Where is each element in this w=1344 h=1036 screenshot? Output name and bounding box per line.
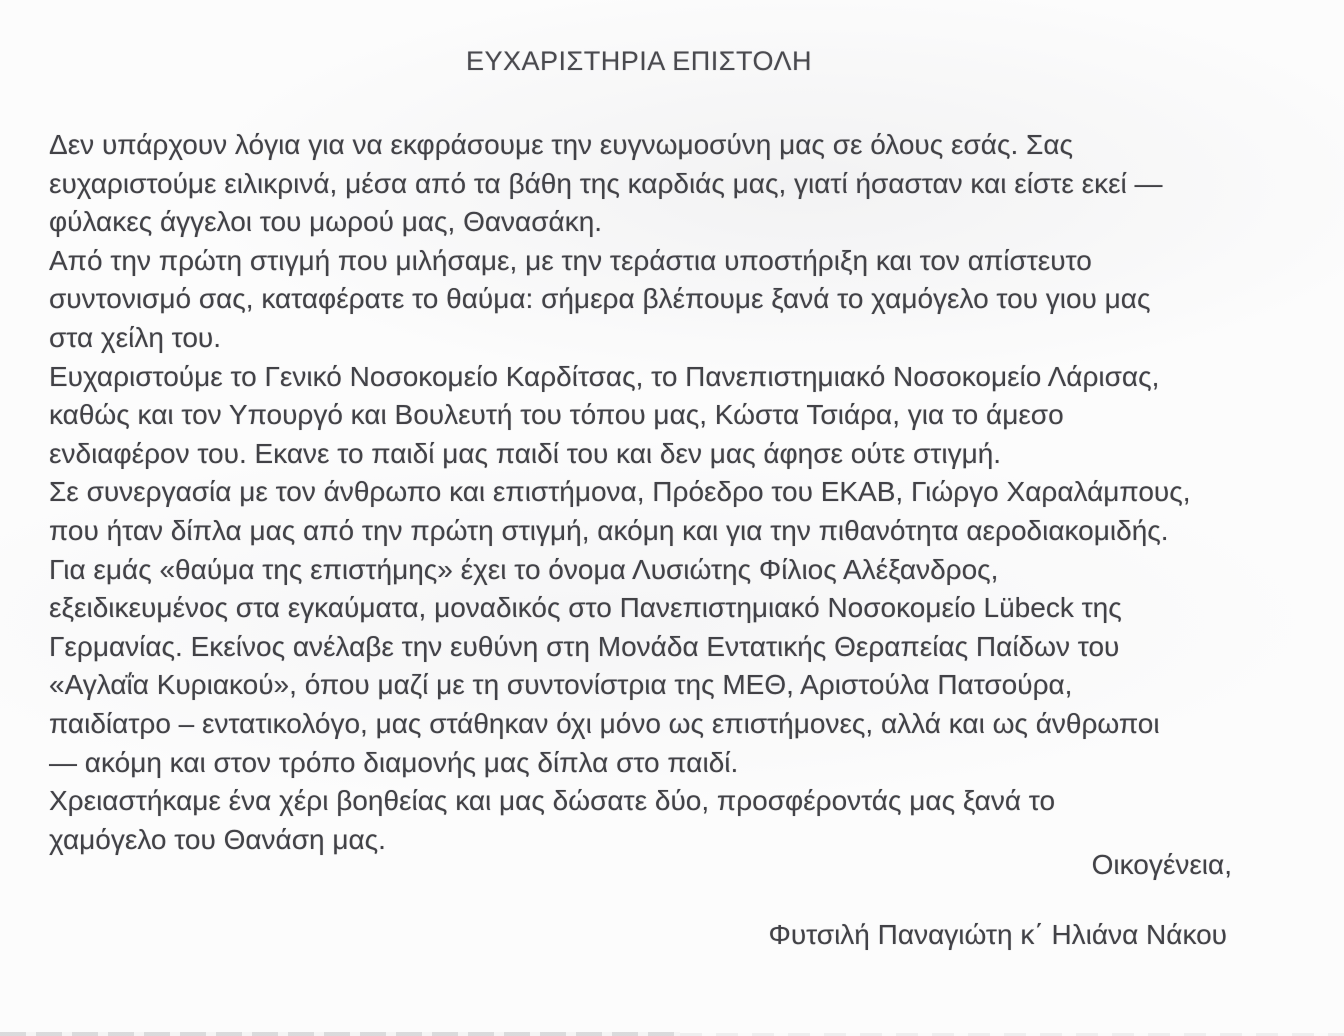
letter-line: στα χείλη του. [49, 321, 221, 353]
letter-line: ευχαριστούμε ειλικρινά, μέσα από τα βάθη της καρδιάς μας, γιατί ήσασταν και είστε εκεί — [49, 167, 1163, 199]
letter-line: Από την πρώτη στιγμή που μιλήσαμε, με την τεράστια υποστήριξη και τον απίστευτο [49, 244, 1092, 276]
letter-line: φύλακες άγγελοι του μωρού μας, Θανασάκη. [49, 206, 603, 238]
letter-line: Χρειαστήκαμε ένα χέρι βοηθείας και μας δώσατε δύο, προσφέροντάς μας ξανά το [49, 785, 1056, 817]
letter-title: ΕΥΧΑΡΙΣΤΗΡΙΑ ΕΠΙΣΤΟΛΗ [465, 46, 812, 76]
page-bottom-edge-artifact [0, 1032, 680, 1036]
letter-line: χαμόγελο του Θανάση μας. [49, 823, 386, 855]
letter-line: εξειδικευμένος στα εγκαύματα, μοναδικός στο Πανεπιστημιακό Νοσοκομείο Lübeck της [49, 592, 1122, 624]
letter-line: Ευχαριστούμε το Γενικό Νοσοκομείο Καρδίτσας, το Πανεπιστημιακό Νοσοκομείο Λάρισας, [49, 360, 1160, 392]
letter-line: Για εμάς «θαύμα της επιστήμης» έχει το όνομα Λυσιώτης Φίλιος Αλέξανδρος, [49, 553, 999, 585]
letter-line: Δεν υπάρχουν λόγια για να εκφράσουμε την ευγνωμοσύνη μας σε όλους εσάς. Σας [49, 129, 1074, 160]
letter-line: Σε συνεργασία με τον άνθρωπο και επιστήμονα, Πρόεδρο του ΕΚΑΒ, Γιώργο Χαραλάμπους, [49, 476, 1191, 508]
letter-line: καθώς και τον Υπουργό και Βουλευτή του τόπου μας, Κώστα Τσιάρα, για το άμεσο [49, 399, 1064, 431]
letter-line: που ήταν δίπλα μας από την πρώτη στιγμή, ακόμη και για την πιθανότητα αεροδιακομιδής. [49, 514, 1169, 546]
letter-line: συντονισμό σας, καταφέρατε το θαύμα: σήμερα βλέπουμε ξανά το χαμόγελο του γιου μας [49, 283, 1151, 315]
letter-line: — ακόμη και στον τρόπο διαμονής μας δίπλα στο παιδί. [49, 746, 739, 778]
letter-line: «Αγλαΐα Κυριακού», όπου μαζί με τη συντονίστρια της ΜΕΘ, Αριστούλα Πατσούρα, [49, 669, 1073, 701]
letter-body [49, 126, 1191, 859]
signature-closing: Οικογένεια, [1091, 849, 1232, 880]
signature-names: Φυτσιλή Παναγιώτη κ΄ Ηλιάνα Νάκου [768, 919, 1227, 950]
letter-line: παιδίατρο – εντατικολόγο, μας στάθηκαν όχι μόνο ως επιστήμονες, αλλά και ως άνθρωποι [49, 707, 1160, 739]
letter-line: ενδιαφέρον του. Εκανε το παιδί μας παιδί του και δεν μας άφησε ούτε στιγμή. [49, 437, 1002, 469]
letter-line: Γερμανίας. Εκείνος ανέλαβε την ευθύνη στη Μονάδα Εντατικής Θεραπείας Παίδων του [49, 630, 1120, 662]
